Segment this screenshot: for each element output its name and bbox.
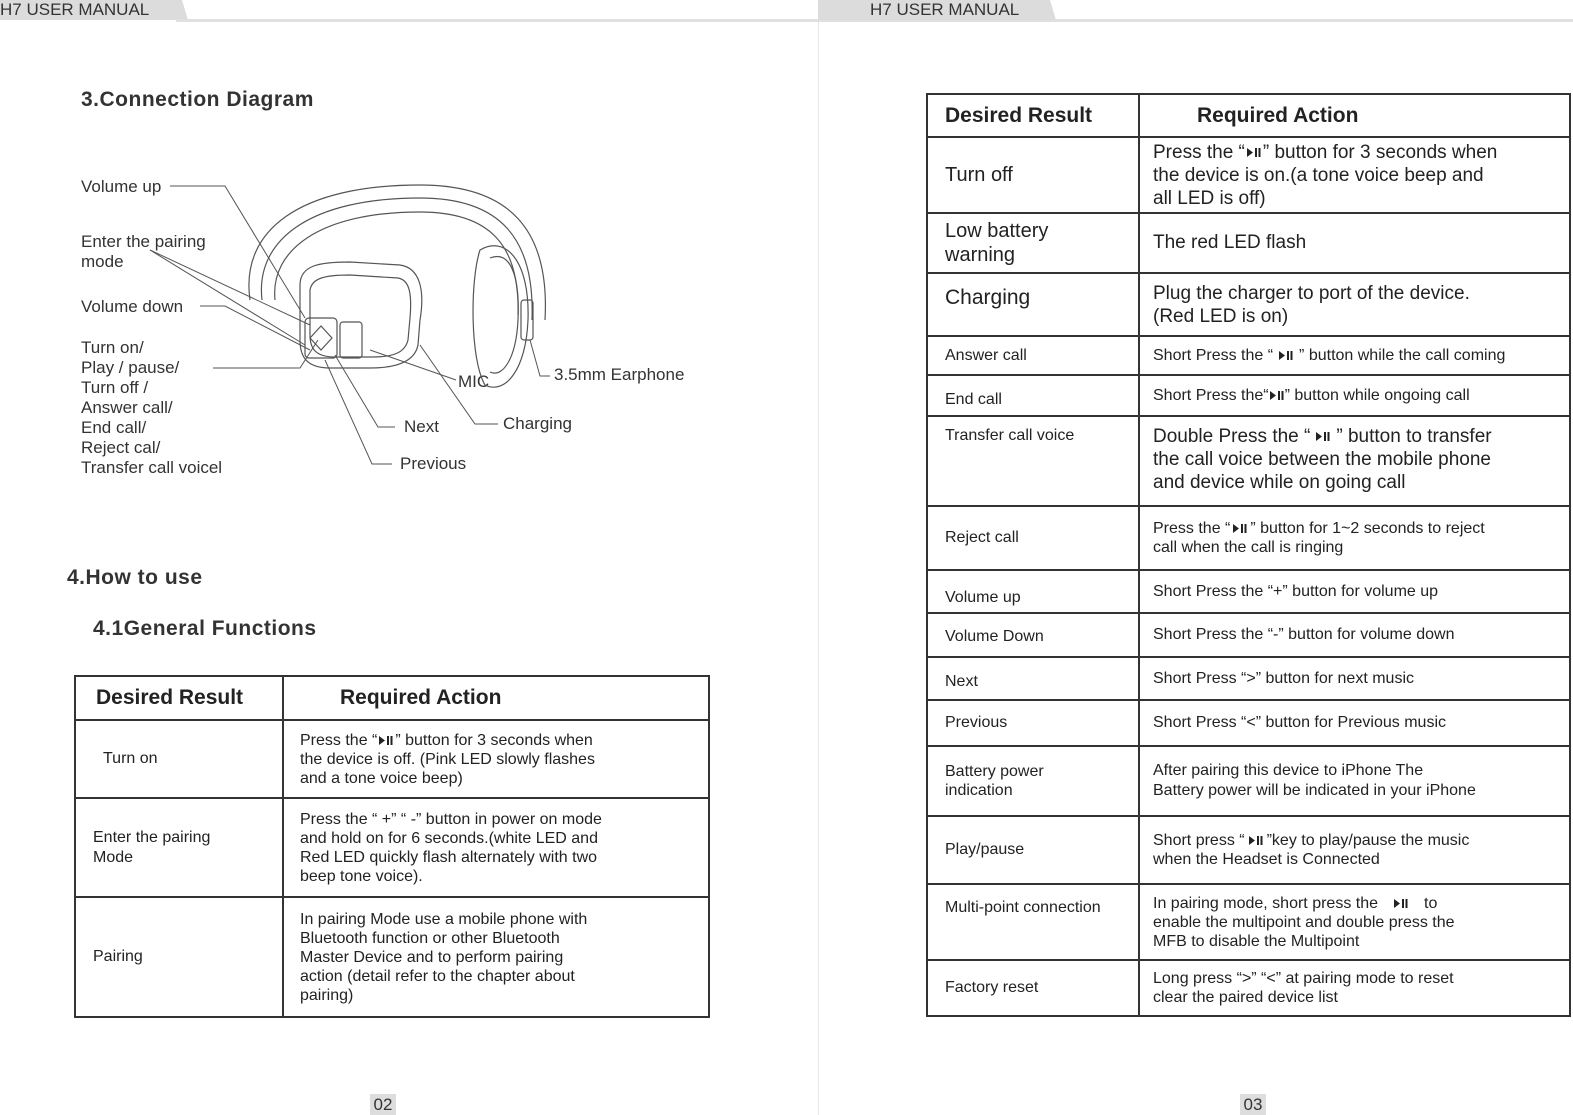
table-row [927, 613, 1570, 657]
headphone-diagram [0, 0, 818, 560]
result-cell: Transfer call voice [927, 416, 1139, 506]
headband-inner [261, 198, 532, 320]
action-text-pre: Press the “ [1153, 141, 1245, 163]
result-cell: Charging [927, 273, 1139, 336]
action-cell: After pairing this device to iPhone The Battery power will be indicated in your iPhone [1139, 746, 1570, 816]
action-cell: Long press “>” “<” at pairing mode to reset clear the paired device list [1139, 960, 1570, 1016]
result-cell: Turn on [75, 720, 283, 798]
action-cell [1139, 137, 1570, 213]
result-cell: Multi-point connection [927, 884, 1139, 960]
table-row [927, 657, 1570, 700]
action-text-pre: Double Press the “ [1153, 426, 1311, 447]
action-text-post: ”key to play/pause the music when the Headset is Connected [1153, 832, 1470, 868]
result-cell: Play/pause [927, 816, 1139, 884]
action-text-post: ” button while ongoing call [1284, 386, 1470, 404]
action-cell: Short Press the “-” button for volume down [1139, 613, 1570, 657]
side-buttons-shape [340, 322, 362, 358]
table-row [927, 137, 1570, 213]
table-row [927, 336, 1570, 375]
left-earcup [300, 262, 422, 368]
table-row [927, 213, 1570, 273]
functions-table-continued [926, 93, 1571, 1017]
headband-pad [275, 212, 518, 315]
table-row [75, 897, 709, 1017]
leader-charging [420, 345, 498, 424]
label-mic: MIC [458, 372, 490, 391]
table-row [927, 960, 1570, 1016]
table-row [927, 816, 1570, 884]
header-title: H7 USER MANUAL [870, 0, 1020, 19]
action-text-post: to enable the multipoint and double press the MFB to disable the Multipoint [1153, 894, 1455, 950]
table-header-row [927, 94, 1570, 137]
table-row [927, 746, 1570, 816]
play-pause-icon [1279, 351, 1293, 360]
action-cell: Plug the charger to port of the device. (Red LED is on) [1139, 273, 1570, 336]
page-right [818, 0, 1573, 1115]
header-desired-result: Desired Result [927, 94, 1139, 137]
right-earcup [473, 246, 528, 387]
table-row [75, 798, 709, 897]
action-text-pre: Press the “ [300, 731, 378, 749]
general-functions-table [74, 675, 710, 1018]
leader-volume-down [200, 306, 310, 350]
table-row [927, 506, 1570, 570]
label-volume-down: Volume down [81, 297, 184, 316]
table-row [927, 273, 1570, 336]
action-cell: Press the “ +” “ -” button in power on mode and hold on for 6 seconds.(white LED and Red LED quickly flash alternately with two beep tone voice). [283, 798, 709, 897]
play-pause-icon [1394, 899, 1408, 908]
action-text-post: ” button while the call coming [1299, 346, 1506, 364]
action-text-pre: In pairing mode, short press the [1153, 894, 1379, 912]
page-number: 03 [1240, 1094, 1266, 1115]
result-cell: End call [927, 375, 1139, 416]
play-pause-icon [1233, 524, 1247, 533]
leader-previous [325, 360, 392, 464]
result-cell: Volume Down [927, 613, 1139, 657]
play-pause-icon [1270, 391, 1284, 400]
result-cell: Reject call [927, 506, 1139, 570]
action-cell: The red LED flash [1139, 213, 1570, 273]
action-cell [283, 720, 709, 798]
header-tab-slant [1044, 0, 1056, 20]
play-pause-icon [1249, 836, 1263, 845]
result-cell: Pairing [75, 897, 283, 1017]
header-required-action: Required Action [1139, 94, 1570, 137]
result-cell: Next [927, 657, 1139, 700]
label-previous: Previous [400, 454, 467, 473]
label-enter-pairing: Enter the pairing mode [81, 232, 206, 271]
table-header-row [75, 676, 709, 720]
action-cell: Short Press the “+” button for volume up [1139, 570, 1570, 613]
header-required-action: Required Action [283, 676, 709, 720]
action-text-pre: Short Press the“ [1153, 386, 1269, 404]
table-row [927, 700, 1570, 746]
play-pause-icon [1247, 148, 1261, 157]
result-cell: Battery power indication [927, 746, 1139, 816]
section-title-how-to-use: 4.How to use [67, 566, 203, 589]
table-row [927, 570, 1570, 613]
table-row [927, 884, 1570, 960]
header-desired-result: Desired Result [75, 676, 283, 720]
action-cell: In pairing Mode use a mobile phone with Bluetooth function or other Bluetooth Master Device and to perform pairing action (detail refer to the chapter about pairing) [283, 897, 709, 1017]
section-title-general-functions: 4.1General Functions [93, 617, 317, 640]
action-cell [1139, 816, 1570, 884]
play-pause-icon [379, 736, 393, 745]
result-cell: Answer call [927, 336, 1139, 375]
action-text-post: ” button to transfer the call voice between the mobile phone and device while on going call [1153, 426, 1492, 493]
result-cell: Volume up [927, 570, 1139, 613]
label-multi-function-button: Turn on/ Play / pause/ Turn off / Answer call/ End call/ Reject cal/ Transfer call voicel [81, 338, 223, 477]
result-cell: Factory reset [927, 960, 1139, 1016]
label-volume-up: Volume up [81, 177, 162, 196]
action-text-pre: Short press “ [1153, 832, 1245, 849]
action-cell [1139, 416, 1570, 506]
page-number: 02 [370, 1094, 396, 1115]
action-text-post: ” button for 3 seconds when the device is off. (Pink LED slowly flashes and a tone voice beep) [300, 731, 595, 787]
result-cell: Turn off [927, 137, 1139, 213]
action-cell [1139, 336, 1570, 375]
play-pause-icon [1316, 432, 1330, 441]
header-title: H7 USER MANUAL [0, 0, 150, 19]
action-text-pre: Press the “ [1153, 520, 1231, 537]
leader-volume-up [170, 186, 305, 318]
action-cell [1139, 375, 1570, 416]
action-cell [1139, 884, 1570, 960]
label-next: Next [404, 417, 439, 436]
result-cell: Enter the pairing Mode [75, 798, 283, 897]
action-text-post: ” button for 1~2 seconds to reject call when the call is ringing [1153, 520, 1485, 556]
label-earphone-jack: 3.5mm Earphone [554, 365, 685, 384]
section-title-connection-diagram: 3.Connection Diagram [81, 88, 314, 111]
action-cell: Short Press “<” button for Previous music [1139, 700, 1570, 746]
leader-next [335, 355, 395, 427]
label-charging: Charging [503, 414, 572, 433]
table-row [927, 416, 1570, 506]
leader-earphone [530, 340, 550, 376]
result-cell: Low battery warning [927, 213, 1139, 273]
table-row [75, 720, 709, 798]
result-cell: Previous [927, 700, 1139, 746]
action-cell: Short Press “>” button for next music [1139, 657, 1570, 700]
page-header [818, 0, 1044, 20]
action-text-pre: Short Press the “ [1153, 346, 1274, 364]
action-text-post: ” button for 3 seconds when the device is on.(a tone voice beep and all LED is off) [1153, 141, 1498, 209]
right-earcup-inner [490, 257, 518, 374]
action-cell [1139, 506, 1570, 570]
table-row [927, 375, 1570, 416]
